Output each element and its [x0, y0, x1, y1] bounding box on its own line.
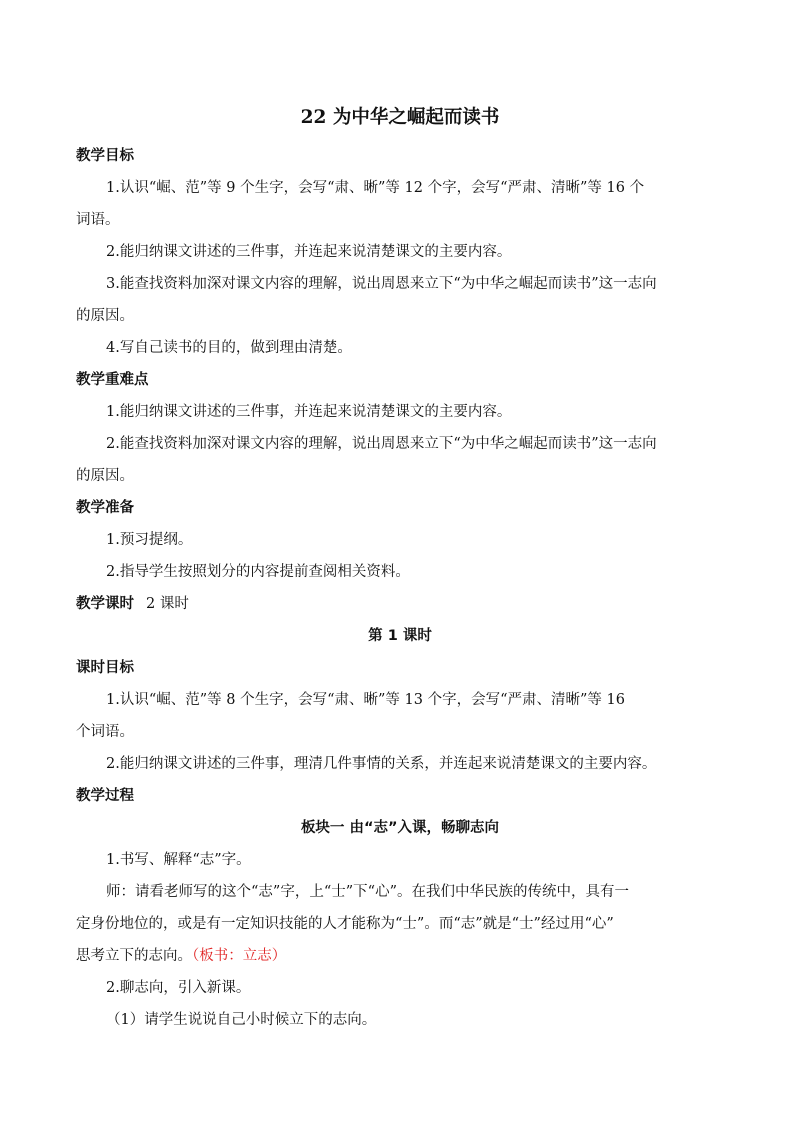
- goal-item-3-cont: 的原因。: [76, 308, 134, 324]
- section-heading-keypoints: 教学重难点: [76, 372, 149, 388]
- keypoint-item-1: 1.能归纳课文讲述的三件事，并连起来说清楚课文的主要内容。: [106, 404, 512, 420]
- board-note: （板书：立志）: [192, 948, 287, 964]
- section-heading-hours: 教学课时: [76, 596, 134, 612]
- goal-item-1: 1.认识“崛、范”等 9 个生字，会写“肃、晰”等 12 个字，会写“严肃、清晰”等 16 个: [106, 180, 645, 196]
- page-title: 22 为中华之崛起而读书: [300, 107, 500, 128]
- lesson-goal-1: 1.认识“崛、范”等 8 个生字，会写“肃、晰”等 13 个字，会写“严肃、清晰”等 16: [106, 692, 625, 708]
- lesson-goal-1-cont: 个词语。: [76, 724, 134, 740]
- prep-item-1: 1.预习提纲。: [106, 532, 193, 548]
- prep-item-2: 2.指导学生按照划分的内容提前查阅相关资料。: [106, 564, 410, 580]
- lesson-heading: 第 1 课时: [368, 628, 432, 644]
- section-heading-prep: 教学准备: [76, 500, 134, 516]
- lesson-goal-2: 2.能归纳课文讲述的三件事，理清几件事情的关系，并连起来说清楚课文的主要内容。: [106, 756, 657, 772]
- goal-item-4: 4.写自己读书的目的，做到理由清楚。: [106, 340, 352, 356]
- goal-item-1-cont: 词语。: [76, 212, 120, 228]
- process-step-2-sub-1: （1）请学生说说自己小时候立下的志向。: [106, 1012, 377, 1028]
- teacher-speech-line-2: 定身份地位的，或是有一定知识技能的人才能称为“士”。而“志”就是“士”经过用“心”: [76, 916, 614, 932]
- process-step-1: 1.书写、解释“志”字。: [106, 852, 251, 868]
- hours-line: [76, 594, 189, 614]
- teacher-speech-text: 思考立下的志向。: [76, 948, 192, 964]
- teacher-speech-line-1: 师：请看老师写的这个“志”字，上“士”下“心”。在我们中华民族的传统中，具有一: [106, 884, 629, 900]
- hours-value: 2 课时: [146, 596, 189, 612]
- section-heading-lesson-goals: 课时目标: [76, 660, 134, 676]
- section-heading-process: 教学过程: [76, 788, 134, 804]
- goal-item-3: 3.能查找资料加深对课文内容的理解，说出周恩来立下“为中华之崛起而读书”这一志向: [106, 276, 657, 292]
- keypoint-item-2-cont: 的原因。: [76, 468, 134, 484]
- teacher-speech-line-3: [76, 946, 286, 966]
- block-heading-1: 板块一 由“志”入课，畅聊志向: [300, 820, 500, 836]
- process-step-2: 2.聊志向，引入新课。: [106, 980, 251, 996]
- keypoint-item-2: 2.能查找资料加深对课文内容的理解，说出周恩来立下“为中华之崛起而读书”这一志向: [106, 436, 657, 452]
- section-heading-goals: 教学目标: [76, 148, 134, 164]
- goal-item-2: 2.能归纳课文讲述的三件事，并连起来说清楚课文的主要内容。: [106, 244, 512, 260]
